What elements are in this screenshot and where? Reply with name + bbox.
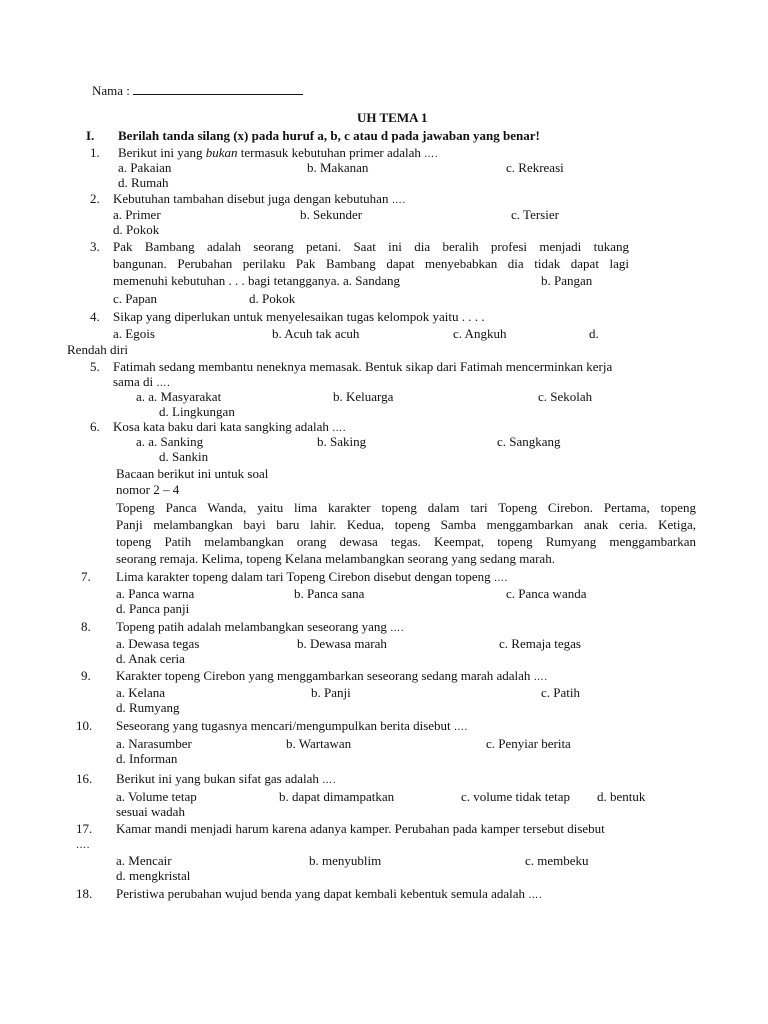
q5-line-1: Fatimah sedang membantu neneknya memasak. Bentuk sikap dari Fatimah mencerminkan kerja (113, 359, 613, 374)
section-number: I. (86, 128, 95, 143)
q2-text: Kebutuhan tambahan disebut juga dengan kebutuhan …. (113, 191, 406, 206)
q5-option-c: c. Sekolah (538, 389, 593, 404)
q2-option-d: d. Pokok (113, 222, 160, 237)
q3-option-b: b. Pangan (541, 273, 593, 288)
q7-option-b: b. Panca sana (294, 586, 365, 601)
q3-number: 3. (90, 239, 100, 254)
q4-option-c: c. Angkuh (453, 326, 507, 341)
q8-option-d: d. Anak ceria (116, 651, 185, 666)
q7-option-c: c. Panca wanda (506, 586, 587, 601)
q3-line-1: Pak Bambang adalah seorang petani. Saat ini dia beralih profesi menjadi tukang (113, 239, 629, 254)
q1-emphasis: bukan (205, 145, 238, 160)
q4-option-d-text: Rendah diri (67, 342, 129, 357)
section-instruction: Berilah tanda silang (x) pada huruf a, b, c atau d pada jawaban yang benar! (118, 128, 540, 143)
q2-option-c: c. Tersier (511, 207, 559, 222)
q6-option-b: b. Saking (317, 434, 367, 449)
q16-option-d-continued: sesuai wadah (116, 804, 185, 819)
q10-option-b: b. Wartawan (286, 736, 352, 751)
q4-text: Sikap yang diperlukan untuk menyelesaikan tugas kelompok yaitu . . . . (113, 309, 485, 324)
q9-option-b: b. Panji (311, 685, 351, 700)
q6-option-c: c. Sangkang (497, 434, 561, 449)
q9-option-a: a. Kelana (116, 685, 166, 700)
q16-option-c: c. volume tidak tetap (461, 789, 571, 804)
q5-option-d: d. Lingkungan (159, 404, 235, 419)
q1-option-a: a. Pakaian (118, 160, 172, 175)
q5-number: 5. (90, 359, 100, 374)
q6-text: Kosa kata baku dari kata sangking adalah …. (113, 419, 347, 434)
reading-line-4: seorang remaja. Kelima, topeng Kelana melambangkan seorang yang sedang marah. (116, 551, 555, 566)
q5-option-b: b. Keluarga (333, 389, 394, 404)
q7-option-d: d. Panca panji (116, 601, 190, 616)
q6-number: 6. (90, 419, 100, 434)
q10-option-c: c. Penyiar berita (486, 736, 571, 751)
q4-option-a: a. Egois (113, 326, 155, 341)
q17-option-d: d. mengkristal (116, 868, 191, 883)
q3-option-d: d. Pokok (249, 291, 296, 306)
q16-number: 16. (76, 771, 93, 786)
q2-number: 2. (90, 191, 100, 206)
q9-option-c: c. Patih (541, 685, 580, 700)
q1-text: Berikut ini yang bukan termasuk kebutuhan primer adalah …. (118, 145, 439, 160)
reading-line-3: topeng Patih melambangkan orang dewasa tegas. Keempat, topeng Rumyang menggambarkan (116, 534, 696, 549)
q16-option-a: a. Volume tetap (116, 789, 197, 804)
q1-option-d: d. Rumah (118, 175, 169, 190)
q10-text: Seseorang yang tugasnya mencari/mengumpulkan berita disebut …. (116, 718, 469, 733)
q17-option-a: a. Mencair (116, 853, 172, 868)
q8-text: Topeng patih adalah melambangkan seseorang yang …. (116, 619, 405, 634)
q4-number: 4. (90, 309, 100, 324)
name-blank-line (133, 82, 303, 95)
q8-option-b: b. Dewasa marah (297, 636, 387, 651)
q10-option-d: d. Informan (116, 751, 178, 766)
q18-number: 18. (76, 886, 93, 901)
q17-option-c: c. membeku (525, 853, 589, 868)
q1-option-b: b. Makanan (307, 160, 369, 175)
q10-number: 10. (76, 718, 93, 733)
q8-option-c: c. Remaja tegas (499, 636, 581, 651)
q9-text: Karakter topeng Cirebon yang menggambarkan seseorang sedang marah adalah …. (116, 668, 548, 683)
q17-option-b: b. menyublim (309, 853, 382, 868)
q7-number: 7. (81, 569, 91, 584)
q9-option-d: d. Rumyang (116, 700, 180, 715)
q1-option-c: c. Rekreasi (506, 160, 564, 175)
q2-option-a: a. Primer (113, 207, 161, 222)
q16-option-b: b. dapat dimampatkan (279, 789, 395, 804)
q6-option-a: a. a. Sanking (136, 434, 204, 449)
q18-text: Peristiwa perubahan wujud benda yang dapat kembali kebentuk semula adalah …. (116, 886, 543, 901)
q10-option-a: a. Narasumber (116, 736, 192, 751)
reading-line-2: Panji melambangkan bayi baru lahir. Kedua, topeng Samba menggambarkan anak ceria. Ketiga, (116, 517, 696, 532)
q17-text: Kamar mandi menjadi harum karena adanya kamper. Perubahan pada kamper tersebut disebut (116, 821, 605, 836)
q1-number: 1. (90, 145, 100, 160)
reading-line-1: Topeng Panca Wanda, yaitu lima karakter topeng dalam tari Topeng Cirebon. Pertama, topeng (116, 500, 696, 515)
q7-option-a: a. Panca warna (116, 586, 195, 601)
q16-text: Berikut ini yang bukan sifat gas adalah …. (116, 771, 337, 786)
q4-option-d-label: d. (589, 326, 599, 341)
q8-number: 8. (81, 619, 91, 634)
q5-option-a: a. a. Masyarakat (136, 389, 222, 404)
name-label: Nama : (92, 83, 130, 98)
q9-number: 9. (81, 668, 91, 683)
q8-option-a: a. Dewasa tegas (116, 636, 200, 651)
q4-option-b: b. Acuh tak acuh (272, 326, 360, 341)
page-title: UH TEMA 1 (357, 110, 428, 125)
q5-line-2: sama di …. (113, 374, 171, 389)
q16-option-d: d. bentuk (597, 789, 646, 804)
q17-number: 17. (76, 821, 93, 836)
q17-ellipsis: …. (76, 840, 91, 851)
name-field (92, 82, 303, 98)
q3-option-c: c. Papan (113, 291, 158, 306)
q2-option-b: b. Sekunder (300, 207, 363, 222)
q7-text: Lima karakter topeng dalam tari Topeng Cirebon disebut dengan topeng …. (116, 569, 509, 584)
reading-intro-1: Bacaan berikut ini untuk soal (116, 466, 269, 481)
reading-intro-2: nomor 2 – 4 (116, 482, 180, 497)
q6-option-d: d. Sankin (159, 449, 209, 464)
q3-line-2: bangunan. Perubahan perilaku Pak Bambang dapat menyebabkan dia tidak dapat lagi (113, 256, 629, 271)
q3-line-3: memenuhi kebutuhan . . . bagi tetangganya. a. Sandang (113, 273, 401, 288)
